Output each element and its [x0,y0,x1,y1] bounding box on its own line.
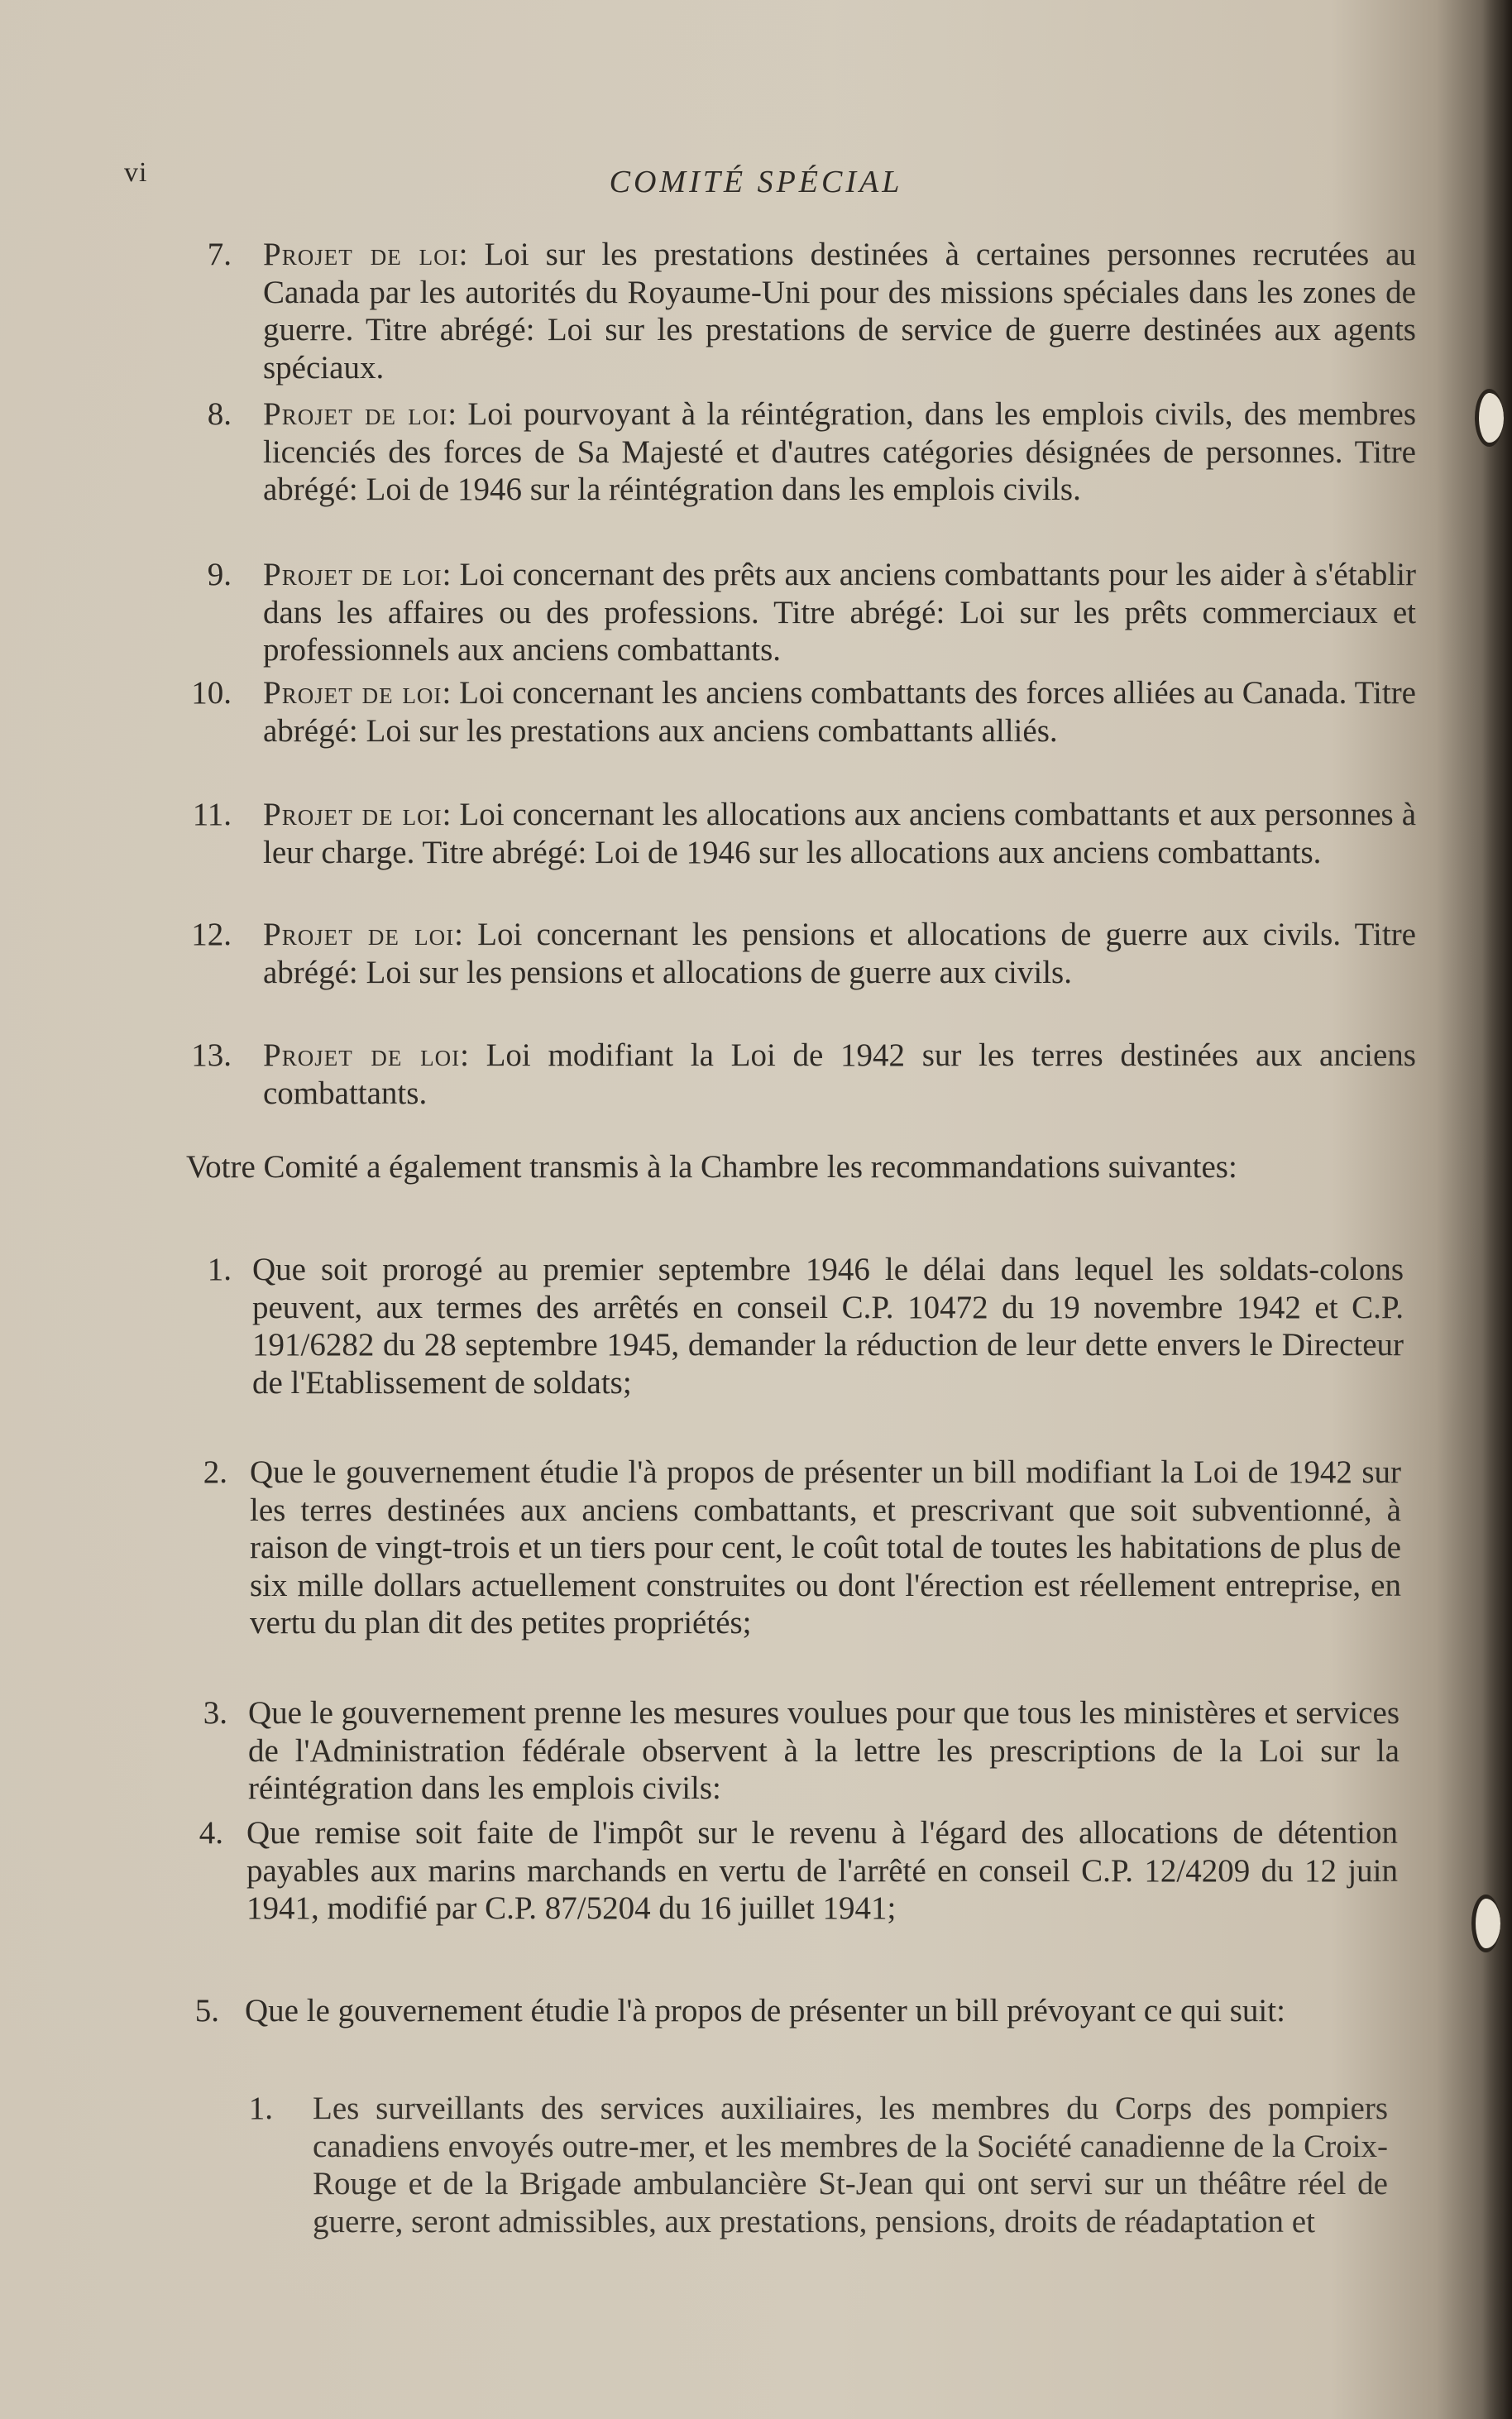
recommendation-text: Que le gouvernement étudie l'à propos de présenter un bill modifiant la Loi de 1942 sur les terres destinées aux anciens combattants, et prescrivant que soit subventionné, à raison de vingt-trois et un tiers pour cent, le coût total de toutes les habitations de plus de six mille dollars actuellement construites ou dont l'érection est réellement entreprise, en vertu du plan dit des petites propriétés; [250,1454,1401,1641]
page-binding-edge [1482,0,1512,2419]
bill-body: : Loi concernant les allocations aux anciens combattants et aux personnes à leur charge. Titre abrégé: Loi de 1946 sur les allocations aux anciens combattants. [263,797,1416,870]
bill-lead: Projet de loi [263,557,443,592]
binding-ring-icon [1471,1894,1500,1952]
bill-lead: Projet de loi [263,675,443,711]
page-folio: vi [124,157,148,188]
bill-text [263,674,1416,750]
bill-lead: Projet de loi [263,797,443,832]
bill-text [263,796,1416,871]
recommendation-text: Que soit prorogé au premier septembre 1946 le délai dans lequel les soldats-colons peuvent, aux termes des arrêtés en conseil C.P. 10472 du 19 novembre 1942 et C.P. 191/6282 du 28 septembre 1945, demander la réduction de leur dette envers le Directeur de l'Etablissement de soldats; [252,1252,1404,1401]
bill-body: : Loi concernant des prêts aux anciens combattants pour les aider à s'établir dans les affaires ou des professions. Titre abrégé: Loi sur les prêts commerciaux et professionnels aux anciens combattants. [263,557,1416,668]
binding-ring-icon [1475,389,1504,447]
bill-lead: Projet de loi [263,1037,461,1073]
bill-number: 10. [191,675,232,711]
bill-text [263,916,1416,991]
bill-number: 11. [192,797,232,832]
bill-text [263,236,1416,386]
running-header-title: COMITÉ SPÉCIAL [609,165,903,199]
intro-paragraph: Votre Comité a également transmis à la Chambre les recommandations suivantes: [186,1149,1237,1185]
recommendation-number: 3. [203,1695,227,1731]
recommendation-number: 5. [194,1993,219,2029]
bill-lead: Projet de loi [263,237,459,272]
bill-body: : Loi concernant les anciens combattants des forces alliées au Canada. Titre abrégé: Loi sur les prestations aux anciens combattants alliés. [263,675,1416,749]
sub-item-number: 1. [248,2091,273,2126]
bill-number: 13. [191,1037,232,1073]
bill-text [263,556,1416,669]
recommendation-text: Que le gouvernement prenne les mesures voulues pour que tous les ministères et services de l'Administration fédérale observent à la lettre les prescriptions de la Loi sur la réintégration dans les emplois civils: [248,1695,1400,1806]
bill-text [263,1037,1416,1112]
bill-number: 9. [207,557,232,592]
bill-number: 7. [207,237,232,272]
recommendation-text: Que le gouvernement étudie l'à propos de présenter un bill prévoyant ce qui suit: [245,1993,1285,2029]
bill-lead: Projet de loi [263,917,455,952]
bill-number: 8. [207,396,232,432]
bill-text [263,395,1416,509]
recommendation-number: 4. [199,1815,223,1851]
sub-item-text: Les surveillants des services auxiliaires, les membres du Corps des pompiers canadiens envoyés outre-mer, et les membres de la Société canadienne de la Croix-Rouge et de la Brigade ambulancière St-Jean qui ont servi sur un théâtre réel de guerre, seront admissibles, aux prestations, pensions, droits de réadaptation et [313,2091,1388,2239]
recommendation-number: 1. [207,1252,232,1287]
recommendation-number: 2. [203,1454,227,1490]
bill-lead: Projet de loi [263,396,448,432]
recommendation-text: Que remise soit faite de l'impôt sur le revenu à l'égard des allocations de détention payables aux marins marchands en vertu de l'arrêté en conseil C.P. 12/4209 du 12 juin 1941, modifié par C.P. 87/5204 du 16 juillet 1941; [246,1815,1398,1926]
bill-body: : Loi pourvoyant à la réintégration, dans les emplois civils, des membres licenciés des forces de Sa Majesté et d'autres catégories désignées de personnes. Titre abrégé: Loi de 1946 sur la réintégration dans les emplois civils. [263,396,1416,507]
bill-number: 12. [191,917,232,952]
bill-body: : Loi modifiant la Loi de 1942 sur les terres destinées aux anciens combattants. [263,1037,1416,1111]
bill-body: : Loi sur les prestations destinées à certaines personnes recrutées au Canada par les autorités du Royaume-Uni pour des missions spéciales dans les zones de guerre. Titre abrégé: Loi sur les prestations de service de guerre destinées aux agents spéciaux. [263,237,1416,386]
bill-body: : Loi concernant les pensions et allocations de guerre aux civils. Titre abrégé: Loi sur les pensions et allocations de guerre aux civils. [263,917,1416,990]
